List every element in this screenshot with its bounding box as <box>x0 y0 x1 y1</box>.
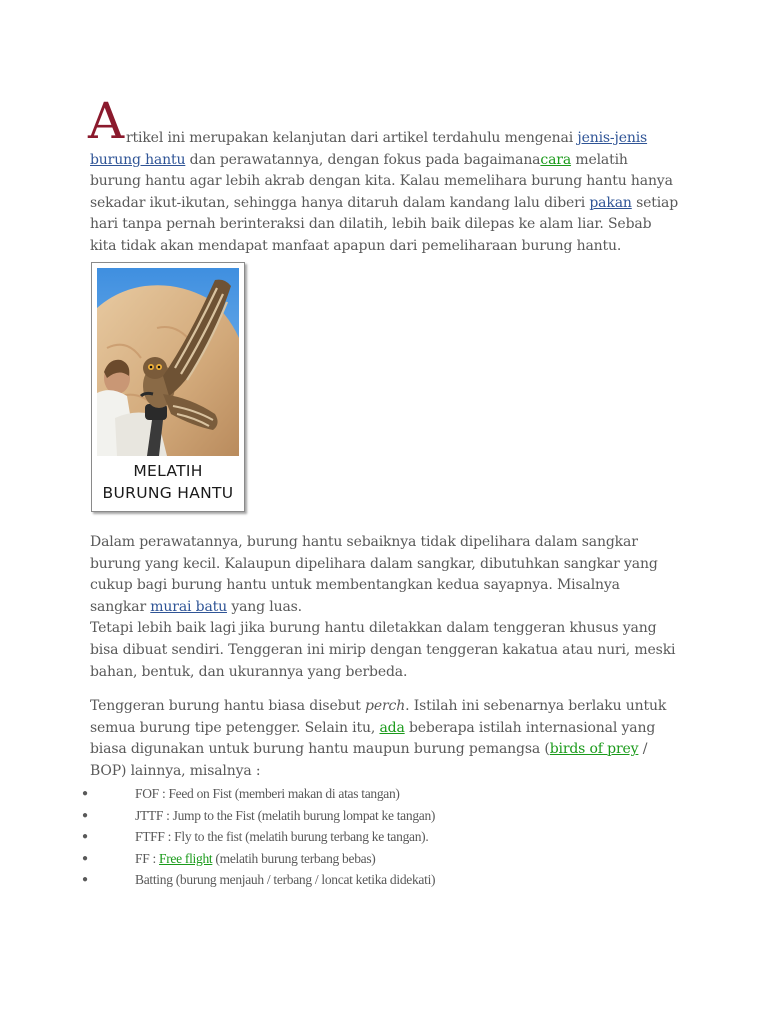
list-item-suffix: (melatih burung terbang bebas) <box>212 850 376 866</box>
bullet-icon: ● <box>82 788 89 799</box>
image-caption-line-1: MELATIH <box>133 462 203 480</box>
list-item-text: FOF : Feed on Fist (memberi makan di atas tangan) <box>135 786 400 801</box>
intro-text-2: dan perawatannya, dengan fokus pada bagaimana <box>185 151 541 168</box>
list-item-text: JTTF : Jump to the Fist (melatih burung lompat ke tangan) <box>135 807 436 823</box>
para2-text-1: Dalam perawatannya, burung hantu sebaiknya tidak dipelihara dalam sangkar burung yang kecil. Kalaupun dipelihara dalam sangkar, dibutuhkan sangkar yang cukup bagi burung hantu untuk membentangkan kedua sayapnya. Misalnya sangkar <box>90 534 658 615</box>
list-item-prefix: FF : <box>135 850 160 866</box>
intro-text-3: melatih burung hantu agar lebih akrab dengan kita. Kalau memelihara burung hantu hanya sekadar ikut-ikutan, sehingga hanya ditaruh dalam kandang lalu diberi <box>90 151 673 211</box>
list-item <box>82 826 682 848</box>
drop-cap-letter: A <box>88 92 125 150</box>
link-murai-batu[interactable]: murai batu <box>150 598 228 615</box>
owl-training-image <box>91 262 245 512</box>
para3-text-3: beberapa istilah internasional yang biasa digunakan untuk burung hantu maupun burung pemangsa ( <box>90 719 656 758</box>
intro-text-4: setiap hari tanpa pernah berinteraksi dan dilatih, lebih baik dilepas ke alam liar. Sebab kita tidak akan mendapat manfaat apapun dari pemeliharaan burung hantu. <box>90 194 679 254</box>
para2-text-3: Tetapi lebih baik lagi jika burung hantu diletakkan dalam tenggeran khusus yang bisa dibuat sendiri. Tenggeran ini mirip dengan tenggeran kakatua atau nuri, meski bahan, bentuk, dan ukurannya yang berbeda. <box>90 620 676 680</box>
para3-text-1: Tenggeran burung hantu biasa disebut <box>90 698 366 714</box>
list-item-text: Batting (burung menjauh / terbang / loncat ketika didekati) <box>135 872 436 887</box>
para2-text-2: yang luas. <box>227 598 302 615</box>
para3-text-4: / BOP) lainnya, misalnya : <box>90 741 648 779</box>
perch-paragraph <box>90 696 680 782</box>
owl-photo <box>97 268 239 456</box>
list-item-text: FTFF : Fly to the fist (melatih burung terbang ke tangan). <box>135 829 429 844</box>
list-item <box>82 783 682 805</box>
list-item <box>82 848 682 870</box>
bullet-icon: ● <box>82 831 89 842</box>
link-free-flight[interactable]: Free flight <box>159 850 213 866</box>
para3-text-2: . Istilah ini sebenarnya berlaku untuk semua burung tipe petengger. Selain itu, <box>90 698 667 736</box>
training-terms-list <box>82 783 682 891</box>
list-item <box>82 805 682 827</box>
bullet-icon: ● <box>82 852 89 864</box>
bullet-icon: ● <box>82 874 89 885</box>
list-item <box>82 869 682 891</box>
link-pakan[interactable]: pakan <box>589 194 632 211</box>
bullet-icon: ● <box>82 809 89 821</box>
link-birds-of-prey[interactable]: birds of prey <box>549 741 639 758</box>
intro-paragraph <box>90 128 680 258</box>
intro-text-1: rtikel ini merupakan kelanjutan dari artikel terdahulu mengenai <box>126 130 578 146</box>
image-caption-line-2: BURUNG HANTU <box>102 484 234 502</box>
link-ada[interactable]: ada <box>379 719 405 736</box>
list-item-text <box>135 848 376 870</box>
perch-term: perch <box>365 698 406 714</box>
perawatan-paragraph <box>90 532 680 683</box>
link-cara[interactable]: cara <box>540 151 572 168</box>
link-jenis-burung-hantu[interactable]: jenis-jenis burung hantu <box>90 130 648 168</box>
